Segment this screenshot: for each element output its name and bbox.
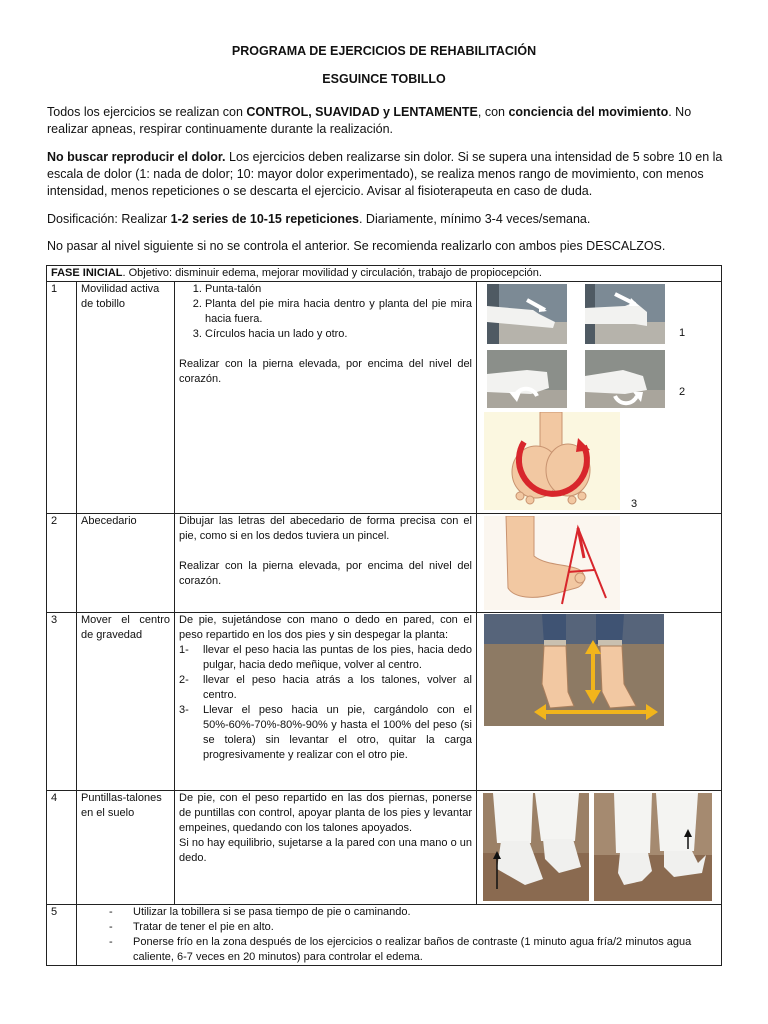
exercise-text: Dibujar las letras del abecedario de forma precisa con el pie, como si en los dedos tuviera un pincel. xyxy=(179,515,472,542)
ankle-dorsiflexion-photo xyxy=(487,284,567,344)
table-row xyxy=(47,514,722,613)
exercise-description xyxy=(175,282,477,514)
alphabet-foot-illustration xyxy=(484,516,620,610)
list-item: 2. Planta del pie mira hacia dentro y planta del pie mira hacia fuera. xyxy=(205,297,472,327)
intro-paragraph-4: No pasar al nivel siguiente si no se controla el anterior. Se recomienda realizarlo con ambos pies DESCALZOS. xyxy=(47,239,666,253)
exercise-text: De pie, sujetándose con mano o dedo en pared, con el peso repartido en los dos pies y sin despegar la planta: xyxy=(179,614,472,641)
heel-stand-photo xyxy=(594,793,712,901)
exercise-name: Puntillas-talones en el suelo xyxy=(77,791,175,905)
exercise-name: Mover el centro de gravedad xyxy=(77,613,175,791)
intro-paragraph-1: Todos los ejercicios se realizan con CONTROL, SUAVIDAD y LENTAMENTE, con conciencia del movimiento. No realizar apneas, respirar continuamente durante la realización. xyxy=(47,105,692,136)
ankle-eversion-photo xyxy=(585,350,665,408)
exercise-note: Realizar con la pierna elevada, por encima del nivel del corazón. xyxy=(179,358,472,385)
exercise-name: Movilidad activa de tobillo xyxy=(77,282,175,514)
image-label-1: 1 xyxy=(679,327,686,339)
list-item: 3- Llevar el peso hacia un pie, cargándolo con el 50%-60%-70%-80%-90% y hasta el 100% del peso (si se tolera) sin levantar el otro, quitar la carga progresivamente y realizar con el otro pie. xyxy=(179,704,472,761)
exercise-number: 4 xyxy=(47,791,77,905)
table-row xyxy=(47,905,722,966)
list-item: - Utilizar la tobillera si se pasa tiempo de pie o caminando. xyxy=(133,905,717,920)
intro-paragraph-2: No buscar reproducir el dolor. Los ejercicios deben realizarse sin dolor. Si se supera una intensidad de 5 sobre 10 en la escala de dolor (1: nada de dolor; 10: mayor dolor experimentado), se realiza menos rango de movimiento, con menos intensidad, menos repeticiones o se descarta el ejercicio. Avisar al fisioterapeuta en caso de duda. xyxy=(47,150,723,198)
exercise-note: Si no hay equilibrio, sujetarse a la pared con una mano o un dedo. xyxy=(179,837,472,864)
phase-row xyxy=(47,266,722,282)
ankle-inversion-photo xyxy=(487,350,567,408)
ankle-plantarflexion-photo xyxy=(585,284,665,344)
tiptoe-photo xyxy=(483,793,589,901)
ankle-circles-illustration xyxy=(484,412,620,510)
exercise-description xyxy=(175,514,477,613)
intro-paragraph-dosage: Dosificación: Realizar 1-2 series de 10-15 repeticiones. Diariamente, mínimo 3-4 veces/semana. xyxy=(47,212,591,226)
list-item: 1. Punta-talón xyxy=(205,282,472,297)
list-item: 3. Círculos hacia un lado y otro. xyxy=(205,327,472,342)
weight-shift-photo xyxy=(484,614,664,726)
list-item: 2- llevar el peso hacia atrás a los talones, volver al centro. xyxy=(179,674,472,701)
phase-header: FASE INICIAL. Objetivo: disminuir edema, mejorar movilidad y circulación, trabajo de propiocepción. xyxy=(47,266,722,282)
exercise-description xyxy=(175,613,477,791)
exercise-note: Realizar con la pierna elevada, por encima del nivel del corazón. xyxy=(179,560,472,587)
document-title: PROGRAMA DE EJERCICIOS DE REHABILITACIÓN xyxy=(231,44,537,58)
image-label-3: 3 xyxy=(631,498,638,510)
exercise-number: 2 xyxy=(47,514,77,613)
recommendations-cell xyxy=(77,905,722,966)
exercise-number: 1 xyxy=(47,282,77,514)
exercise-name: Abecedario xyxy=(77,514,175,613)
exercise-description xyxy=(175,791,477,905)
document-subtitle: ESGUINCE TOBILLO xyxy=(322,72,446,86)
list-item: 1- llevar el peso hacia las puntas de los pies, hacia dedo pulgar, hacia dedo meñique, volver al centro. xyxy=(179,644,472,671)
exercise-text: De pie, con el peso repartido en las dos piernas, ponerse de puntillas con control, apoyar planta de los pies y levantar empeines, quedando con los talones apoyados. xyxy=(179,792,472,834)
list-item: - Tratar de tener el pie en alto. xyxy=(133,920,717,935)
exercise-number: 5 xyxy=(47,905,77,966)
list-item: - Ponerse frío en la zona después de los ejercicios o realizar baños de contraste (1 minuto agua fría/2 minutos agua caliente, 6-7 veces en 20 minutos) para controlar el edema. xyxy=(133,935,717,965)
exercise-number: 3 xyxy=(47,613,77,791)
image-label-2: 2 xyxy=(679,386,686,398)
